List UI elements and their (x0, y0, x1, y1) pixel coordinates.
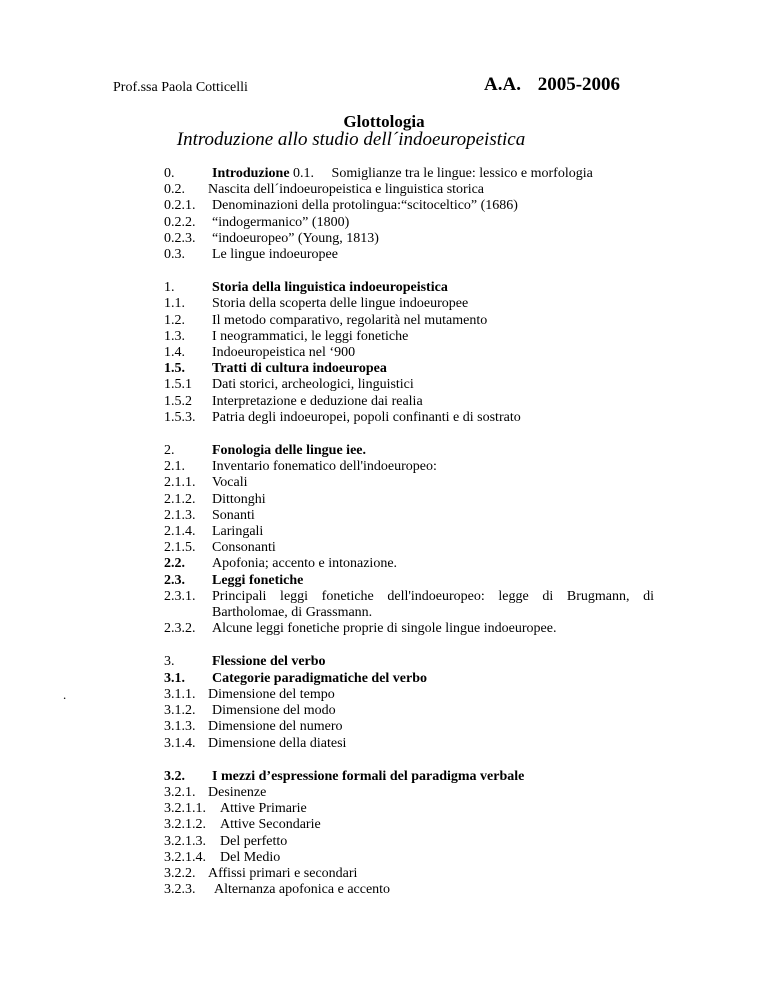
outline-section (164, 280, 654, 426)
item-title: Dimensione della diatesi (208, 735, 347, 751)
item-number: 1.3. (164, 328, 185, 344)
item-number: 2.2. (164, 556, 185, 572)
outline-item (164, 345, 654, 361)
outline-item (164, 329, 654, 345)
item-number (164, 605, 212, 621)
item-title: Indoeuropeistica nel ‘900 (212, 345, 356, 361)
outline-item (164, 850, 654, 866)
outline-item (164, 394, 654, 410)
stray-mark: . (63, 687, 67, 702)
item-title: Storia della scoperta delle lingue indoeuropee (212, 296, 469, 312)
item-number: 1.5.3. (164, 409, 196, 425)
outline-item (164, 377, 654, 393)
outline-item (164, 410, 654, 426)
item-title: Storia della linguistica indoeuropeistica (212, 280, 448, 296)
item-number: 1.2. (164, 312, 185, 328)
item-title: Attive Secondarie (220, 817, 321, 833)
item-number: 1.5.1 (164, 377, 192, 393)
outline-section (164, 654, 654, 751)
item-number: 3.2. (164, 768, 185, 784)
item-title: I mezzi d’espressione formali del paradigma verbale (212, 768, 525, 784)
item-number: 0.2.2. (164, 214, 196, 230)
outline-item (164, 247, 654, 263)
item-title: Vocali (212, 475, 248, 491)
outline-item (164, 459, 654, 475)
item-number: 3.1.4. (164, 735, 196, 751)
outline-item (164, 443, 654, 459)
outline-item (164, 573, 654, 589)
item-title: Sonanti (212, 507, 255, 523)
outline-item (164, 492, 654, 508)
outline-item (164, 621, 654, 637)
item-title: Del Medio (220, 849, 281, 865)
outline-item (164, 817, 654, 833)
item-title: Nascita dell´indoeuropeistica e linguistica storica (208, 182, 485, 198)
academic-year: A.A. 2005-2006 (484, 74, 621, 95)
item-title: Le lingue indoeuropee (212, 247, 338, 263)
outline-item (164, 313, 654, 329)
item-title: Dimensione del modo (212, 703, 336, 719)
item-number: 0.2.3. (164, 230, 196, 246)
item-title: Dimensione del tempo (208, 686, 335, 702)
outline-item (164, 605, 654, 621)
outline-item (164, 524, 654, 540)
item-number: 0.2.1. (164, 198, 196, 214)
instructor-name: Prof.ssa Paola Cotticelli (113, 80, 248, 95)
item-number: 1.5. (164, 361, 185, 377)
outline-item (164, 556, 654, 572)
item-number: 3.2.1.1. (164, 801, 206, 817)
item-title: Consonanti (212, 540, 276, 556)
item-number: 1.4. (164, 345, 185, 361)
outline-item (164, 703, 654, 719)
item-title: Apofonia; accento e intonazione. (212, 556, 398, 572)
outline-item (164, 834, 654, 850)
item-title: Attive Primarie (220, 801, 307, 817)
outline-item (164, 361, 654, 377)
outline-item (164, 654, 654, 670)
item-title: Bartholomae, di Grassmann. (212, 605, 373, 621)
item-number: 1.1. (164, 296, 185, 312)
outline-item (164, 687, 654, 703)
item-number: 1.5.2 (164, 393, 192, 409)
item-title: Interpretazione e deduzione dai realia (212, 393, 423, 409)
item-title: Dittonghi (212, 491, 266, 507)
item-title: Laringali (212, 524, 264, 540)
outline-item (164, 475, 654, 491)
outline-item (164, 182, 654, 198)
outline-item (164, 866, 654, 882)
item-title: Fonologia delle lingue iee. (212, 443, 366, 459)
item-number: 0.3. (164, 247, 185, 263)
item-title: Alternanza apofonica e accento (214, 882, 391, 898)
outline-section (164, 443, 654, 637)
outline-item (164, 166, 654, 182)
item-title: “indoeuropeo” (Young, 1813) (212, 230, 379, 246)
item-number: 2.1.4. (164, 524, 196, 540)
item-title: Inventario fonematico dell'indoeuropeo: (212, 459, 437, 475)
outline-item (164, 769, 654, 785)
item-title: Flessione del verbo (212, 654, 326, 670)
outline-item (164, 215, 654, 231)
item-number: 3.2.2. (164, 865, 196, 881)
course-title: Glottologia (343, 112, 425, 131)
outline-item (164, 882, 654, 898)
outline-item (164, 671, 654, 687)
item-number: 3.1. (164, 670, 185, 686)
item-number: 2.1.3. (164, 507, 196, 523)
item-number: 0.2. (164, 182, 185, 198)
item-number: 3.1.1. (164, 686, 196, 702)
item-title: “indogermanico” (1800) (212, 214, 350, 230)
outline-item (164, 719, 654, 735)
outline-item (164, 785, 654, 801)
item-title: Tratti di cultura indoeuropea (212, 361, 387, 377)
item-inline-subitem: 0.1. Somiglianze tra le lingue: lessico e morfologia (289, 166, 593, 181)
item-number: 2.3. (164, 572, 185, 588)
outline-item (164, 736, 654, 752)
outline-section (164, 769, 654, 899)
item-title: Denominazioni della protolingua:“scitoceltico” (1686) (212, 198, 518, 214)
item-number: 2.1.5. (164, 540, 196, 556)
item-number: 2.3.2. (164, 621, 196, 637)
item-number: 2.1. (164, 459, 185, 475)
course-subtitle: Introduzione allo studio dell´indoeuropeistica (176, 129, 526, 150)
outline-item (164, 540, 654, 556)
item-title: Del perfetto (220, 833, 288, 849)
item-title: Dimensione del numero (208, 719, 343, 735)
item-number: 1. (164, 280, 175, 296)
syllabus-outline (164, 166, 654, 915)
item-title: Principali leggi fonetiche dell'indoeuropeo: legge di Brugmann, di (212, 588, 654, 604)
item-title: Introduzione (212, 166, 290, 181)
item-title: Dati storici, archeologici, linguistici (212, 377, 414, 393)
item-number: 0. (164, 166, 175, 181)
outline-section (164, 166, 654, 263)
item-title: Patria degli indoeuropei, popoli confinanti e di sostrato (212, 409, 521, 425)
item-number: 2.1.2. (164, 491, 196, 507)
outline-item (164, 296, 654, 312)
item-title: I neogrammatici, le leggi fonetiche (212, 328, 409, 344)
outline-item (164, 198, 654, 214)
item-number: 3.2.1.2. (164, 817, 206, 833)
item-title: Affissi primari e secondari (208, 865, 358, 881)
item-number: 2.3.1. (164, 588, 196, 604)
item-title: Categorie paradigmatiche del verbo (212, 670, 428, 686)
outline-item (164, 801, 654, 817)
item-number: 3.1.3. (164, 719, 196, 735)
item-number: 3.2.3. (164, 882, 196, 898)
item-number: 3. (164, 654, 175, 670)
outline-item (164, 280, 654, 296)
outline-item (164, 508, 654, 524)
item-title: Leggi fonetiche (212, 572, 304, 588)
item-number: 2.1.1. (164, 475, 196, 491)
outline-item (164, 231, 654, 247)
item-number: 3.2.1.4. (164, 849, 206, 865)
item-title: Desinenze (208, 784, 267, 800)
item-number: 2. (164, 443, 175, 459)
outline-item (164, 589, 654, 605)
item-number: 3.2.1. (164, 784, 196, 800)
item-number: 3.2.1.3. (164, 833, 206, 849)
item-number: 3.1.2. (164, 703, 196, 719)
item-title: Il metodo comparativo, regolarità nel mutamento (212, 312, 488, 328)
item-title: Alcune leggi fonetiche proprie di singole lingue indoeuropee. (212, 621, 557, 637)
